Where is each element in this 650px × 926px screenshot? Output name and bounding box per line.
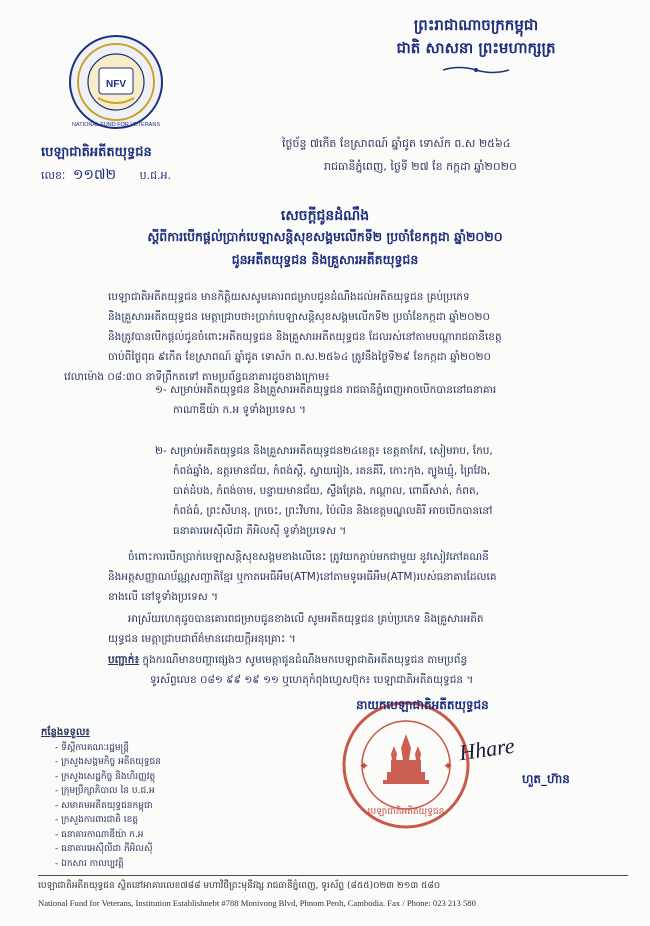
notice-title: សេចក្តីជូនដំណឹង bbox=[280, 208, 370, 224]
bullet-line: កំពង់ធំ, ព្រះសីហនុ, ក្រចេះ, ព្រះវិហារ, ប៉ៃលិន និងខេត្តមណ្ឌលគិរី អាចបើកបាននៅ bbox=[173, 505, 493, 517]
bullet-line: ធនាគារអេស៊ីលីដា ភីអិលស៊ី ទូទាំងប្រទេស ។ bbox=[173, 525, 347, 537]
bullet-line: បាត់ដំបង, កំពង់ចាម, បន្ទាយមានជ័យ, ស្ទឹងត្រែង, កណ្តាល, ពោធិ៍សាត់, កំពត, bbox=[173, 485, 479, 497]
notice-subject: ស្តីពីការបើកផ្តល់ប្រាក់បេឡាសន្តិសុខសង្គមលើកទី២ ប្រចាំខែកក្កដា ឆ្នាំ២០២០ bbox=[147, 229, 503, 244]
handwritten-signature bbox=[455, 730, 525, 766]
para-line: ចំពោះការបើកប្រាក់បេឡាសន្តិសុខសង្គមខាងលើនេះ ត្រូវយកភ្ជាប់មកជាមួយ នូវសៀវភៅគណនី bbox=[128, 551, 489, 563]
stamp-text: បេឡាជាតិអតីតយុទ្ធជន bbox=[367, 807, 445, 817]
closing-paragraph bbox=[108, 609, 484, 649]
bullet-provinces bbox=[155, 441, 493, 541]
list-item: - ក្រសួងសេដ្ឋកិច្ច និងហិរញ្ញវត្ថុ bbox=[55, 770, 161, 785]
ornament-divider bbox=[441, 65, 511, 75]
note-paragraph bbox=[108, 650, 473, 690]
bullet-line: ១- សម្រាប់អតីតយុទ្ធជន និងគ្រួសារអតីតយុទ្ធជន រាជធានីភ្នំពេញអាចបើកបាននៅធនាគារ bbox=[155, 384, 497, 396]
bullet-line: កាណាឌីយ៉ា ក.អ ទូទាំងប្រទេស ។ bbox=[173, 404, 306, 416]
official-stamp bbox=[339, 698, 473, 832]
intro-line: និងគ្រួសារអតីតយុទ្ធជន មេត្តាជ្រាបថា៖ប្រាក់បេឡាសន្តិសុខសង្គមលើកទី២ ប្រចាំខែកក្កដា ឆ្នាំ២០២០ bbox=[108, 311, 490, 323]
para-line: យុទ្ធជន មេត្តាជ្រាបជាព័ត៌មានដោយក្តីអនុគ្រោះ ។ bbox=[108, 633, 296, 645]
footer-address-khmer: បេឡាជាតិអតីតយុទ្ធជន ស្ថិតនៅអាគារលេខ៧៨៨ មហាវិថីព្រះមុនីវង្ស រាជធានីភ្នំពេញ, ទូរស័ព្ទ (៨៥៥)០២៣ ២១៣ ៥៨០ bbox=[38, 881, 441, 891]
signature-scribble: Hhare bbox=[457, 732, 516, 766]
note-text: ក្នុងករណីមានបញ្ហាផ្សេងៗ សូមមេត្តាជូនដំណឹងមកបេឡាជាតិអតីតយុទ្ធជន តាមប្រព័ន្ធ bbox=[142, 654, 468, 666]
svg-text:✦: ✦ bbox=[359, 759, 370, 773]
reference-number bbox=[41, 165, 171, 186]
ref-label: លេខៈ bbox=[41, 169, 66, 182]
note-line-1 bbox=[108, 650, 473, 670]
signer-name: ហួត_ហ៊ាន bbox=[522, 772, 570, 786]
footer-address-english: National Fund for Veterans, Institution Establishnebt #788 Monivong Blvd, Phnom Penh, Cambodia. Fax / Phone: 023 213 580 bbox=[38, 898, 476, 908]
list-item: - ក្រសួងការពារជាតិ ខេត្ត bbox=[55, 813, 161, 828]
temple-emblem-icon bbox=[383, 734, 429, 784]
lunar-date: ថ្ងៃច័ន្ទ ៧កើត ខែស្រាពណ៍ ឆ្នាំជូត ទោស័ក ព.ស ២៥៦៤ bbox=[282, 137, 511, 150]
note-label: បញ្ជាក់៖ bbox=[108, 654, 140, 666]
kingdom-header bbox=[356, 14, 596, 79]
kingdom-title: ព្រះរាជាណាចក្រកម្ពុជា bbox=[413, 16, 539, 34]
para-line: ខាងលើ នៅទូទាំងប្រទេស ។ bbox=[108, 591, 219, 603]
list-item: - ឯកសារ កាលប្បវត្តិ bbox=[55, 857, 161, 872]
bullet-line: ២- សម្រាប់អតីតយុទ្ធជន និងគ្រួសារអតីតយុទ្ធជន២៤ខេត្ត៖ ខេត្តតាកែវ, សៀមរាប, កែប, bbox=[155, 445, 493, 457]
list-item: - សមាគមអតីតយុទ្ធជនកម្ពុជា bbox=[55, 799, 161, 814]
org-name: បេឡាជាតិអតីតយុទ្ធជន bbox=[41, 145, 152, 160]
list-item: - ធនាគារអេស៊ីលីដា ភីអិលស៊ី bbox=[55, 842, 161, 857]
list-item: - ក្រុមប្រឹក្សាភិបាល នៃ ប.ជ.អ bbox=[55, 784, 161, 799]
list-item: - ទីស្តីការគណៈរដ្ឋមន្ត្រី bbox=[55, 741, 161, 756]
intro-line: បេឡាជាតិអតីតយុទ្ធជន មានកិត្តិយសសូមគោរពជម្រាបជូនដំណឹងដល់អតីតយុទ្ធជន គ្រប់ប្រភេទ bbox=[108, 291, 470, 303]
logo-caption: NATIONAL FUND FOR VETERANS bbox=[71, 122, 160, 128]
ref-number: ១១៧២ bbox=[72, 167, 117, 183]
svg-text:✦: ✦ bbox=[443, 759, 454, 773]
distribution-list bbox=[41, 726, 161, 871]
logo-acronym: NFV bbox=[106, 79, 126, 90]
solar-date: រាជធានីភ្នំពេញ, ថ្ងៃទី ២៧ ខែ កក្កដា ឆ្នាំ២០២០ bbox=[324, 160, 517, 173]
intro-line: ចាប់ពីថ្ងៃពុធ ៩កើត ខែស្រាពណ៍ ឆ្នាំជូត ទោស័ក ព.ស.២៥៦៤ ត្រូវនឹងថ្ងៃទី២៩ ខែកក្កដា ឆ្នាំ២០២០ bbox=[108, 351, 491, 363]
note-line-2: ទូរស័ព្ទលេខ ០៨១ ៩៩ ១៩ ១១ ឬហេតុកំពុងហ្វេសប៊ុក៖ បេឡាជាតិអតីតយុទ្ធជន ។ bbox=[150, 674, 474, 686]
distribution-heading: កន្លែងទទួល៖ bbox=[41, 727, 90, 738]
national-motto: ជាតិ សាសនា ព្រះមហាក្សត្រ bbox=[396, 39, 556, 57]
distribution-items bbox=[41, 741, 161, 872]
intro-line: និងត្រូវបានបើកផ្តល់ជូនចំពោះអតីតយុទ្ធជន និងគ្រួសារអតីតយុទ្ធជន ដែលរស់នៅតាមបណ្តារាជធានីខេត្ត bbox=[108, 331, 502, 343]
list-item: - ក្រសួងសង្គមកិច្ច អតីតយុទ្ធជន bbox=[55, 755, 161, 770]
para-line: និងអត្តសញ្ញាណប័ណ្ណសញ្ជាតិខ្មែរ ឬកាតអេធីអឹម(ATM)នៅតាមទូអេធីអឹម(ATM)របស់ធនាគារដែលគេ bbox=[108, 571, 497, 583]
footer-divider bbox=[38, 875, 628, 876]
bullet-phnom-penh bbox=[155, 380, 496, 420]
requirements-paragraph bbox=[108, 547, 497, 607]
para-line: អាស្រ័យហេតុដូចបានគោរពជម្រាបជូនខាងលើ សូមអតីតយុទ្ធជន គ្រប់ប្រភេទ និងគ្រួសារអតីត bbox=[128, 613, 484, 625]
nfv-logo bbox=[68, 34, 164, 130]
signature-title: នាយកបេឡាជាតិអតីតយុទ្ធជន bbox=[356, 698, 489, 712]
notice-recipients: ជូនអតីតយុទ្ធជន និងគ្រួសារអតីតយុទ្ធជន bbox=[231, 252, 419, 267]
ref-suffix: ប.ជ.អ. bbox=[139, 169, 172, 182]
list-item: - ធនាគារកាណាឌីយ៉ា ក.អ bbox=[55, 828, 161, 843]
intro-paragraph bbox=[64, 287, 502, 387]
intro-line: វេលាម៉ោង ០៨:៣០ នាទីព្រឹកតទៅ តាមប្រព័ន្ធធនាគារដូចខាងក្រោម៖ bbox=[64, 371, 330, 383]
bullet-line: កំពង់ឆ្នាំង, ឧត្តរមានជ័យ, កំពង់ស្ពឺ, ស្វាយរៀង, រតនគីរី, កោះកុង, ត្បូងឃ្មុំ, ព្រៃវែង, bbox=[173, 465, 491, 477]
